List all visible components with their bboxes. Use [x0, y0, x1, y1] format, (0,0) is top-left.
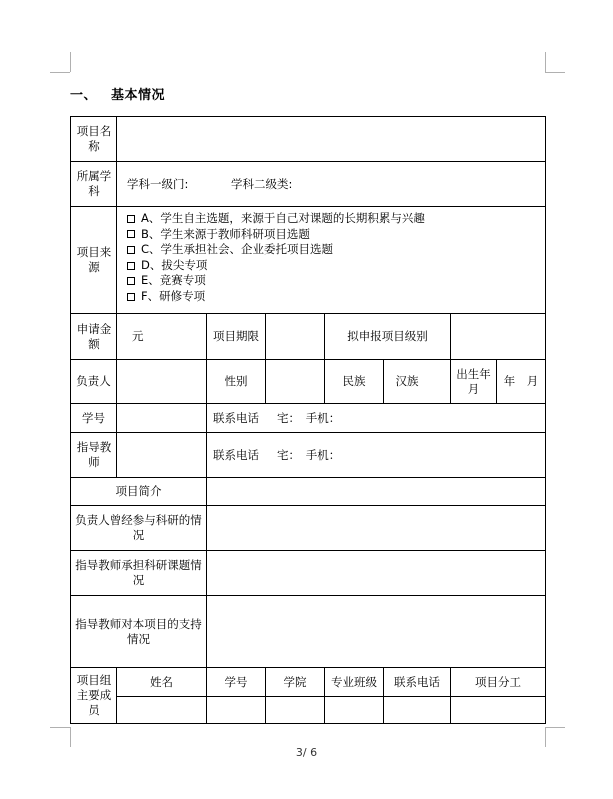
- members-header-id: 学号: [224, 674, 248, 689]
- leader-phone-value: 宅： 手机：: [277, 410, 341, 425]
- page-number: 3/ 6: [295, 746, 318, 759]
- crop-mark: [545, 727, 565, 728]
- crop-mark: [50, 727, 70, 728]
- birth-value: 年 月: [503, 374, 539, 388]
- checkbox-icon[interactable]: [127, 293, 135, 301]
- checkbox-icon[interactable]: [127, 230, 135, 238]
- project-name-field[interactable]: [117, 117, 545, 161]
- source-option-b[interactable]: [127, 227, 425, 243]
- crop-mark: [545, 727, 546, 747]
- source-option-c[interactable]: [127, 242, 425, 258]
- source-label: 项目来源: [76, 245, 112, 274]
- source-option-label: E、竞赛专项: [141, 273, 206, 288]
- gender-label: 性别: [224, 374, 248, 388]
- funding-label: 申请金额: [76, 321, 112, 351]
- source-option-a[interactable]: [127, 211, 425, 227]
- student-id-field[interactable]: [117, 404, 206, 432]
- leader-research-field[interactable]: [207, 506, 545, 550]
- source-option-f[interactable]: [127, 289, 425, 305]
- intro-field[interactable]: [207, 478, 545, 505]
- ethnic-value: 汉族: [395, 374, 419, 388]
- crop-mark: [545, 52, 546, 72]
- intro-label: 项目简介: [115, 484, 162, 498]
- members-row[interactable]: [117, 697, 545, 723]
- birth-label: 出生年月: [456, 366, 491, 396]
- source-option-label: C、学生承担社会、企业委托项目选题: [141, 242, 334, 257]
- members-header-name: 姓名: [150, 674, 173, 689]
- members-header-college: 学院: [283, 674, 307, 689]
- leader-research-label: 负责人曾经参与科研的情况: [75, 513, 202, 542]
- checkbox-icon[interactable]: [127, 262, 135, 270]
- advisor-projects-field[interactable]: [207, 551, 545, 595]
- crop-mark: [545, 72, 565, 73]
- advisor-support-label: 指导教师对本项目的支持情况: [75, 616, 202, 646]
- source-option-label: D、拔尖专项: [141, 257, 208, 272]
- members-header-phone: 联系电话: [394, 674, 440, 689]
- funding-unit: 元: [132, 329, 144, 343]
- advisor-label: 指导教师: [76, 440, 112, 469]
- ethnic-label: 民族: [342, 374, 366, 388]
- checkbox-icon[interactable]: [127, 215, 135, 223]
- advisor-phone-label: 联系电话: [213, 447, 259, 462]
- crop-mark: [70, 727, 71, 747]
- student-id-label: 学号: [82, 410, 105, 425]
- crop-mark: [50, 72, 70, 73]
- leader-label: 负责人: [76, 374, 111, 388]
- project-name-label: 项目名称: [76, 124, 112, 153]
- table-line: [70, 723, 546, 724]
- advisor-field[interactable]: [117, 433, 206, 477]
- period-field[interactable]: [266, 314, 324, 359]
- leader-field[interactable]: [117, 360, 206, 403]
- members-header-role: 项目分工: [475, 674, 521, 689]
- source-option-label: A、学生自主选题，来源于自己对课题的长期积累与兴趣: [141, 211, 425, 225]
- members-header-class: 专业班级: [331, 674, 377, 689]
- checkbox-icon[interactable]: [127, 246, 135, 254]
- subject-label: 所属学科: [76, 169, 112, 198]
- source-options: [127, 211, 425, 305]
- subject-level1-label: 学科一级门:: [127, 176, 189, 191]
- section-number: 一、: [70, 88, 98, 103]
- source-option-d[interactable]: [127, 258, 425, 274]
- section-title: 基本情况: [111, 88, 166, 103]
- leader-phone-label: 联系电话: [213, 410, 259, 425]
- project-level-field[interactable]: [451, 314, 545, 359]
- source-option-label: F、研修专项: [141, 288, 206, 303]
- source-option-label: B、学生来源于教师科研项目选题: [141, 226, 310, 241]
- advisor-support-field[interactable]: [207, 596, 545, 667]
- members-label: 项目组主要成员: [76, 673, 112, 717]
- advisor-phone-value: 宅： 手机：: [277, 447, 341, 462]
- period-label: 项目期限: [213, 329, 259, 343]
- project-level-label: 拟申报项目级别: [347, 329, 428, 343]
- subject-level2-label: 学科二级类:: [231, 176, 293, 191]
- source-option-e[interactable]: [127, 273, 425, 289]
- section-heading: [70, 84, 165, 103]
- crop-mark: [70, 52, 71, 72]
- gender-field[interactable]: [266, 360, 324, 403]
- table-line: [545, 116, 546, 724]
- table-line: [70, 206, 546, 207]
- checkbox-icon[interactable]: [127, 277, 135, 285]
- advisor-projects-label: 指导教师承担科研课题情况: [75, 558, 202, 587]
